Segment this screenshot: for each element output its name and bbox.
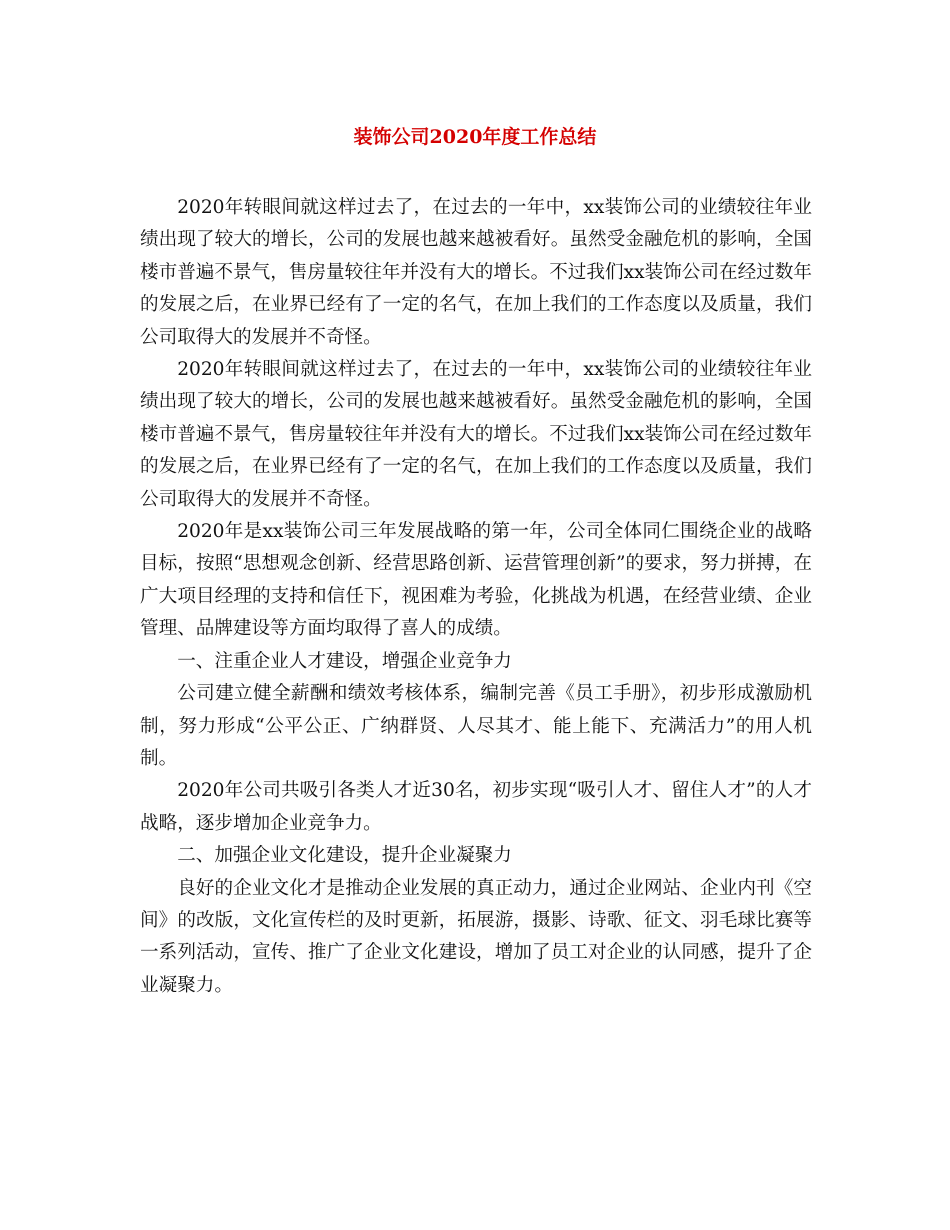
paragraph-strategy: 2020年是xx装饰公司三年发展战略的第一年，公司全体同仁围绕企业的战略目标，按照“思想观念创新、经营思路创新、运营管理创新”的要求，努力拼搏，在广大项目经理的支持和信任下，视困难为考验，化挑战为机遇，在经营业绩、企业管理、品牌建设等方面均取得了喜人的成绩。 bbox=[140, 521, 812, 640]
document-title: 装饰公司2020年度工作总结 bbox=[353, 126, 597, 148]
paragraph-talent-system: 公司建立健全薪酬和绩效考核体系，编制完善《员工手册》，初步形成激励机制，努力形成“公平公正、广纳群贤、人尽其才、能上能下、充满活力”的用人机制。 bbox=[140, 683, 812, 769]
section-heading-talent: 一、注重企业人才建设，增强企业竞争力 bbox=[177, 650, 512, 672]
section-heading-culture: 二、加强企业文化建设，提升企业凝聚力 bbox=[177, 845, 512, 867]
paragraph-intro-1: 2020年转眼间就这样过去了，在过去的一年中，xx装饰公司的业绩较往年业绩出现了较大的增长，公司的发展也越来越被看好。虽然受金融危机的影响，全国楼市普遍不景气，售房量较往年并没有大的增长。不过我们xx装饰公司在经过数年的发展之后，在业界已经有了一定的名气，在加上我们的工作态度以及质量，我们公司取得大的发展并不奇怪。 bbox=[140, 197, 812, 348]
paragraph-culture: 良好的企业文化才是推动企业发展的真正动力，通过企业网站、企业内刊《空间》的改版，文化宣传栏的及时更新，拓展游，摄影、诗歌、征文、羽毛球比赛等一系列活动，宣传、推广了企业文化建设，增加了员工对企业的认同感，提升了企业凝聚力。 bbox=[140, 877, 812, 996]
paragraph-intro-2: 2020年转眼间就这样过去了，在过去的一年中，xx装饰公司的业绩较往年业绩出现了较大的增长，公司的发展也越来越被看好。虽然受金融危机的影响，全国楼市普遍不景气，售房量较往年并没有大的增长。不过我们xx装饰公司在经过数年的发展之后，在业界已经有了一定的名气，在加上我们的工作态度以及质量，我们公司取得大的发展并不奇怪。 bbox=[140, 359, 812, 510]
paragraph-talent-recruit: 2020年公司共吸引各类人才近30名，初步实现“吸引人才、留住人才”的人才战略，逐步增加企业竞争力。 bbox=[140, 780, 812, 834]
document-body bbox=[140, 192, 812, 1002]
